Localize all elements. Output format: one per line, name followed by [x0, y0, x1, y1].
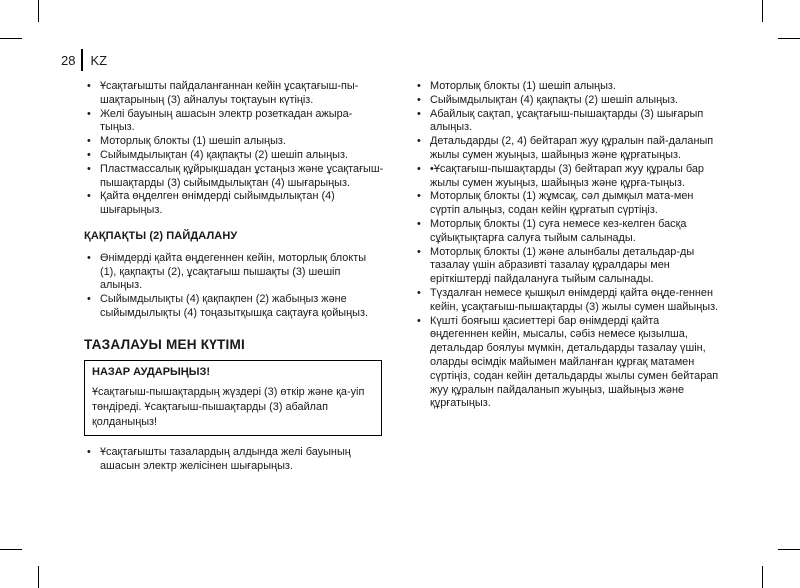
page-number: 28	[61, 52, 76, 68]
cleaning-section-title: ТАЗАЛАУЫ МЕН КҮТІМІ	[84, 336, 245, 352]
list-item: • Абайлық сақтап, ұсақтағыш-пышақтарды (3) шығарып алыңыз.	[414, 108, 720, 136]
language-code: KZ	[90, 52, 108, 68]
list-item: • Күшті бояғыш қасиеттері бар өнімдерді қайта өңдегеннен кейін, мысалы, сәбіз немесе қызылша, детальдар боялуы мүмкін, детальдарды тазалау үшін, оларды өсімдік майымен майланған құрғақ матамен сүртіңіз, содан кейін детальдарды жылы сумен бейтарап жуу құралын пайдаланып жуыңыз, шайыңыз және құрғатыңыз.	[414, 315, 720, 412]
crop-mark-top-right-h	[778, 38, 800, 39]
list-item: • Детальдарды (2, 4) бейтарап жуу құралын пай-даланып жылы сумен жуыңыз, шайыңыз және құрғатыңыз.	[414, 135, 720, 163]
list-item: • Моторлық блокты (1) жұмсақ, сәл дымқыл мата-мен сүртіп алыңыз, содан кейін құрғатып сүртіңіз.	[414, 190, 720, 218]
list-item: • Өнімдерді қайта өңдегеннен кейін, моторлық блокты (1), қақпақты (2), ұсақтағыш пышақты (3) шешіп алыңыз.	[84, 252, 384, 293]
list-item: • Желі бауының ашасын электр розеткадан ажыра-тыңыз.	[84, 108, 384, 136]
list-item: • Моторлық блокты (1) шешіп алыңыз.	[84, 135, 384, 149]
lid-usage-heading: ҚАҚПАҚТЫ (2) ПАЙДАЛАНУ	[84, 229, 238, 242]
crop-mark-top-left	[38, 0, 39, 22]
crop-mark-bottom-right-h	[778, 549, 800, 550]
list-item: • Қайта өңделген өнімдерді сыйымдылықтан (4) шығарыңыз.	[84, 190, 384, 218]
list-item: • Сыйымдылықтан (4) қақпақты (2) шешіп алыңыз.	[414, 94, 720, 108]
crop-mark-bottom-left	[38, 566, 39, 588]
list-item: • Сыйымдылықты (4) қақпақпен (2) жабыңыз және сыйымдылықты (4) тоңазытқышқа сақтауға қойыңыз.	[84, 293, 384, 321]
list-item: • Моторлық блокты (1) және алынбалы детальдар-ды тазалау үшін абразивті тазалау құралдары мен еріткіштерді пайдалануға тыйым салынады.	[414, 246, 720, 287]
list-item: • Моторлық блокты (1) суға немесе кез-келген басқа сұйықтықтарға салуға тыйым салынады.	[414, 218, 720, 246]
crop-mark-top-right	[762, 0, 763, 22]
crop-mark-bottom-right	[762, 566, 763, 588]
header-divider	[81, 49, 83, 71]
warning-text: Ұсақтағыш-пышақтардың жүздері (3) өткір және қа-уіп төндіреді. Ұсақтағыш-пышақтарды (3) абайлап қолданыңыз!	[92, 386, 365, 429]
warning-title: НАЗАР АУДАРЫҢЫЗ!	[92, 365, 211, 378]
list-item: • Пластмассалық құйрықшадан ұстаңыз және ұсақтағыш-пышақтарды (3) сыйымдылықтан (4) шығарыңыз.	[84, 163, 384, 191]
list-item: • Моторлық блокты (1) шешіп алыңыз.	[414, 80, 720, 94]
cleaning-start-list	[84, 446, 384, 474]
usage-after-list	[84, 80, 384, 218]
cleaning-steps-list	[414, 80, 720, 411]
crop-mark-bottom-left-h	[0, 549, 22, 550]
left-column	[84, 80, 384, 474]
list-item: • Ұсақтағышты пайдаланғаннан кейін ұсақтағыш-пы-шақтарының (3) айналуы тоқтауын күтіңіз.	[84, 80, 384, 108]
right-column	[414, 80, 720, 411]
list-item: • •Ұсақтағыш-пышақтарды (3) бейтарап жуу құралы бар жылы сумен жуыңыз, шайыңыз және құрға-тыңыз.	[414, 163, 720, 191]
crop-mark-top-left-h	[0, 38, 22, 39]
warning-box	[84, 360, 382, 437]
list-item: • Сыйымдылықтан (4) қақпақты (2) шешіп алыңыз.	[84, 149, 384, 163]
list-item: • Түздалған немесе қышқыл өнімдерді қайта өңде-геннен кейін, ұсақтағыш-пышақтарды (3) жылы сумен шайыңыз.	[414, 287, 720, 315]
lid-usage-list	[84, 252, 384, 321]
list-item: • Ұсақтағышты тазалардың алдында желі бауының ашасын электр желісінен шығарыңыз.	[84, 446, 384, 474]
page-header	[61, 48, 107, 72]
